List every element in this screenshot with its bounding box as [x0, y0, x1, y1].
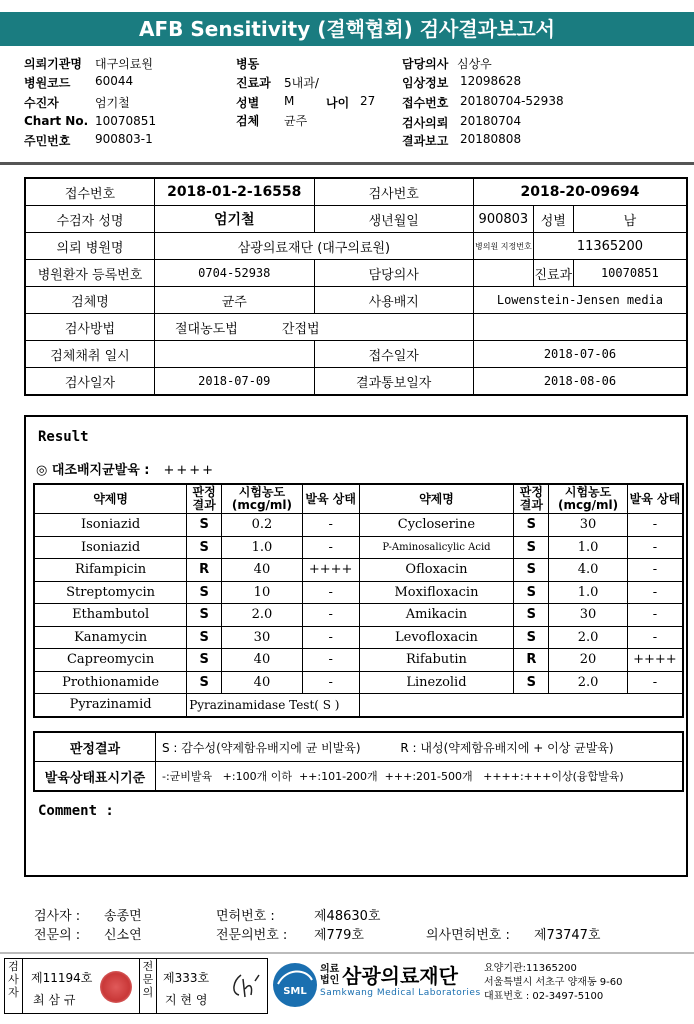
specialist-vertical-label: 전문의: [139, 959, 157, 1013]
test-concentration: 0.2: [222, 514, 303, 537]
test-concentration: 30: [549, 604, 628, 627]
test-concentration: 2.0: [549, 671, 628, 694]
birth-date: 900803: [473, 206, 533, 233]
table-row: [34, 581, 683, 604]
test-number: 2018-20-09694: [473, 178, 687, 206]
judge-result: S: [187, 626, 222, 649]
info-label: 검체채취 일시: [25, 341, 154, 368]
header-label: 의뢰기관명: [24, 57, 82, 71]
notify-date: 2018-08-06: [473, 368, 687, 396]
control-growth: [36, 459, 215, 478]
license-label: 면허번호 :: [216, 909, 275, 924]
header-divider: [0, 162, 694, 165]
specialist-label: 전문의 :: [34, 928, 81, 943]
header-value: 900803-1: [95, 132, 153, 146]
info-label: 접수일자: [314, 341, 473, 368]
test-concentration: 1.0: [549, 581, 628, 604]
header-value: 20180704-52938: [460, 94, 564, 108]
header-value: 20180704: [460, 114, 522, 128]
drug-name: Kanamycin: [34, 626, 187, 649]
drug-name: Isoniazid: [34, 514, 187, 537]
col-conc: 시험농도 (mcg/ml): [549, 484, 628, 514]
growth-status: ++++: [627, 649, 683, 672]
judge-result: S: [187, 514, 222, 537]
hospital-name: 삼광의료재단 (대구의료원): [154, 233, 473, 260]
drug-name: Moxifloxacin: [359, 581, 514, 604]
tester-vertical-label: 검사자: [5, 959, 23, 1013]
test-concentration: 2.0: [549, 626, 628, 649]
judge-result: S: [187, 581, 222, 604]
pza-test: Pyrazinamidase Test( S ): [187, 694, 359, 717]
empty-cell: [359, 694, 683, 717]
info-label: 결과통보일자: [314, 368, 473, 396]
sml-logo-icon: [272, 962, 318, 1008]
specialist-signature-name: 지 현 영: [165, 993, 208, 1007]
hospital-code: 11365200: [533, 233, 687, 260]
test-concentration: 40: [222, 649, 303, 672]
judge-result: R: [187, 559, 222, 582]
tester-label: 검사자 :: [34, 909, 81, 924]
growth-legend-label: 발육상태표시기준: [34, 762, 156, 792]
test-concentration: 40: [222, 671, 303, 694]
header-value: 5내과/: [284, 76, 319, 90]
specimen: 균주: [154, 287, 314, 314]
judge-r: R : 내성(약제함유배지에 + 이상 균발육): [400, 740, 614, 755]
col-judge: 판정 결과: [187, 484, 222, 514]
col-drug: 약제명: [359, 484, 514, 514]
test-concentration: 10: [222, 581, 303, 604]
judge-result: S: [514, 559, 549, 582]
test-concentration: 30: [549, 514, 628, 537]
growth-status: -: [627, 671, 683, 694]
growth-status: -: [627, 626, 683, 649]
info-label: 의뢰 병원명: [25, 233, 154, 260]
judge-legend-label: 판정결과: [34, 732, 156, 762]
sex: 남: [573, 206, 687, 233]
doctor-license: 제73747호: [534, 928, 601, 943]
table-row: [34, 604, 683, 627]
header-label: 진료과: [236, 76, 271, 90]
growth-status: -: [627, 559, 683, 582]
org-code: 요양기관:11365200: [484, 963, 577, 974]
info-label: 검사번호: [314, 178, 473, 206]
info-label: 수검자 성명: [25, 206, 154, 233]
judge-legend: [156, 732, 684, 762]
info-label: 병원환자 등록번호: [25, 260, 154, 287]
judge-result: S: [514, 536, 549, 559]
test-concentration: 1.0: [549, 536, 628, 559]
header-label: 검체: [236, 114, 260, 128]
table-row: [34, 536, 683, 559]
growth-status: -: [302, 626, 359, 649]
growth-legend: -:균비발육 +:100개 이하 ++:101-200개 +++:201-500개 ++++:+++이상(융합발육): [156, 762, 684, 792]
test-concentration: 40: [222, 559, 303, 582]
growth-status: -: [302, 671, 359, 694]
pza-drug: Pyrazinamid: [34, 694, 187, 717]
header-label: 나이: [326, 96, 350, 110]
signature-icon: [227, 971, 263, 1001]
header-label: 결과보고: [402, 134, 449, 148]
drug-name: Amikacin: [359, 604, 514, 627]
header-value: 60044: [95, 74, 134, 88]
header-value: 12098628: [460, 74, 522, 88]
col-growth: 발육 상태: [302, 484, 359, 514]
table-row: [34, 514, 683, 537]
header-value: 심상우: [457, 57, 492, 71]
drug-name: Levofloxacin: [359, 626, 514, 649]
registration-number: 0704-52938: [154, 260, 314, 287]
specialist-number: 제779호: [314, 928, 364, 943]
org-phone: 대표번호 : 02-3497-5100: [484, 991, 604, 1002]
header-value: 27: [360, 94, 376, 108]
test-concentration: 30: [222, 626, 303, 649]
footer: [0, 952, 694, 1024]
growth-status: -: [627, 604, 683, 627]
tester-license: 제11194호: [31, 971, 93, 985]
info-label: 진료과: [533, 260, 573, 287]
drug-name: Cycloserine: [359, 514, 514, 537]
judge-s: S : 감수성(약제함유배지에 균 비발육): [162, 740, 361, 755]
drug-name: Rifampicin: [34, 559, 187, 582]
control-label: ◎ 대조배지균발육 :: [36, 463, 150, 478]
empty-cell: [473, 314, 687, 341]
judge-result: S: [514, 514, 549, 537]
legend-table: [33, 731, 684, 792]
patient-info-table: [24, 177, 688, 396]
table-row: [34, 626, 683, 649]
header-label: 접수번호: [402, 96, 449, 110]
result-label: Result: [38, 429, 89, 445]
header-value: 20180808: [460, 132, 522, 146]
judge-result: S: [187, 649, 222, 672]
method-absolute: 절대농도법: [174, 321, 238, 337]
medium: Lowenstein-Jensen media: [473, 287, 687, 314]
header-label: 병동: [236, 57, 260, 71]
tester-signature-name: 최 삼 규: [33, 993, 76, 1007]
drug-name: Rifabutin: [359, 649, 514, 672]
table-row: [34, 671, 683, 694]
org-type: 의료 법인: [320, 964, 340, 986]
doctor-license-label: 의사면허번호 :: [426, 928, 510, 943]
growth-status: -: [302, 536, 359, 559]
col-judge: 판정 결과: [514, 484, 549, 514]
growth-status: -: [302, 604, 359, 627]
info-label: 검사일자: [25, 368, 154, 396]
method-indirect: 간접법: [281, 321, 320, 337]
drug-name: Streptomycin: [34, 581, 187, 604]
received-date: 2018-07-06: [473, 341, 687, 368]
header-value: 대구의료원: [95, 57, 153, 71]
growth-status: -: [302, 581, 359, 604]
collect-date: [154, 341, 314, 368]
signature-box: [4, 958, 268, 1014]
judge-result: S: [187, 671, 222, 694]
info-label: 생년월일: [314, 206, 473, 233]
header-value: 10070851: [95, 114, 157, 128]
header-value: 균주: [284, 114, 308, 128]
col-growth: 발육 상태: [627, 484, 683, 514]
col-drug: 약제명: [34, 484, 187, 514]
growth-status: -: [302, 514, 359, 537]
drug-name: Isoniazid: [34, 536, 187, 559]
test-concentration: 2.0: [222, 604, 303, 627]
specialist-number-label: 전문의번호 :: [216, 928, 288, 943]
col-conc: 시험농도 (mcg/ml): [222, 484, 303, 514]
test-date: 2018-07-09: [154, 368, 314, 396]
judge-result: S: [187, 604, 222, 627]
header-label: 수진자: [24, 96, 59, 110]
test-method: [154, 314, 473, 341]
header-value: M: [284, 94, 295, 108]
result-section: [24, 415, 688, 877]
logo-text: SML: [283, 986, 307, 997]
info-label: 검사방법: [25, 314, 154, 341]
report-header: [0, 52, 694, 162]
growth-status: -: [627, 514, 683, 537]
org-name: 삼광의료재단: [342, 964, 458, 988]
org-english-name: Samkwang Medical Laboratories: [320, 988, 481, 998]
test-concentration: 4.0: [549, 559, 628, 582]
growth-status: ++++: [302, 559, 359, 582]
growth-status: -: [302, 649, 359, 672]
drug-name: Ofloxacin: [359, 559, 514, 582]
header-label: 주민번호: [24, 134, 71, 148]
header-label: 병원코드: [24, 76, 71, 90]
judge-result: S: [187, 536, 222, 559]
control-value: ++++: [163, 463, 216, 478]
seal-stamp-icon: [100, 971, 132, 1003]
doctor-name: [473, 260, 533, 287]
reception-number: 2018-01-2-16558: [154, 178, 314, 206]
drug-sensitivity-table: [33, 483, 684, 718]
info-label: 검체명: [25, 287, 154, 314]
report-title: AFB Sensitivity (결핵협회) 검사결과보고서: [0, 12, 694, 46]
header-label: Chart No.: [24, 114, 89, 128]
info-label: 담당의사: [314, 260, 473, 287]
table-row: [34, 559, 683, 582]
drug-name: Linezolid: [359, 671, 514, 694]
drug-name: P-Aminosalicylic Acid: [359, 536, 514, 559]
info-label: 접수번호: [25, 178, 154, 206]
drug-name: Ethambutol: [34, 604, 187, 627]
drug-name: Prothionamide: [34, 671, 187, 694]
header-label: 임상정보: [402, 76, 449, 90]
license-number: 제48630호: [314, 909, 381, 924]
drug-name: Capreomycin: [34, 649, 187, 672]
test-concentration: 1.0: [222, 536, 303, 559]
judge-result: S: [514, 604, 549, 627]
department: 10070851: [573, 260, 687, 287]
judge-result: S: [514, 626, 549, 649]
judge-result: R: [514, 649, 549, 672]
specialist-license: 제333호: [163, 971, 210, 985]
specialist-name: 신소연: [104, 928, 142, 943]
info-label: 사용배지: [314, 287, 473, 314]
judge-result: S: [514, 581, 549, 604]
header-label: 성별: [236, 96, 260, 110]
test-concentration: 20: [549, 649, 628, 672]
table-row: [34, 649, 683, 672]
tester-name: 송종면: [104, 909, 142, 924]
growth-status: -: [627, 536, 683, 559]
header-label: 검사의뢰: [402, 116, 449, 130]
comment-label: Comment :: [38, 803, 114, 819]
patient-name: 엄기철: [154, 206, 314, 233]
info-label: 병의원 지정번호: [473, 233, 533, 260]
header-label: 담당의사: [402, 57, 449, 71]
org-address: [484, 962, 623, 1004]
header-value: 엄기철: [95, 96, 130, 110]
judge-result: S: [514, 671, 549, 694]
info-label: 성별: [533, 206, 573, 233]
org-street: 서울특별시 서초구 양재동 9-60: [484, 977, 623, 988]
growth-status: -: [627, 581, 683, 604]
